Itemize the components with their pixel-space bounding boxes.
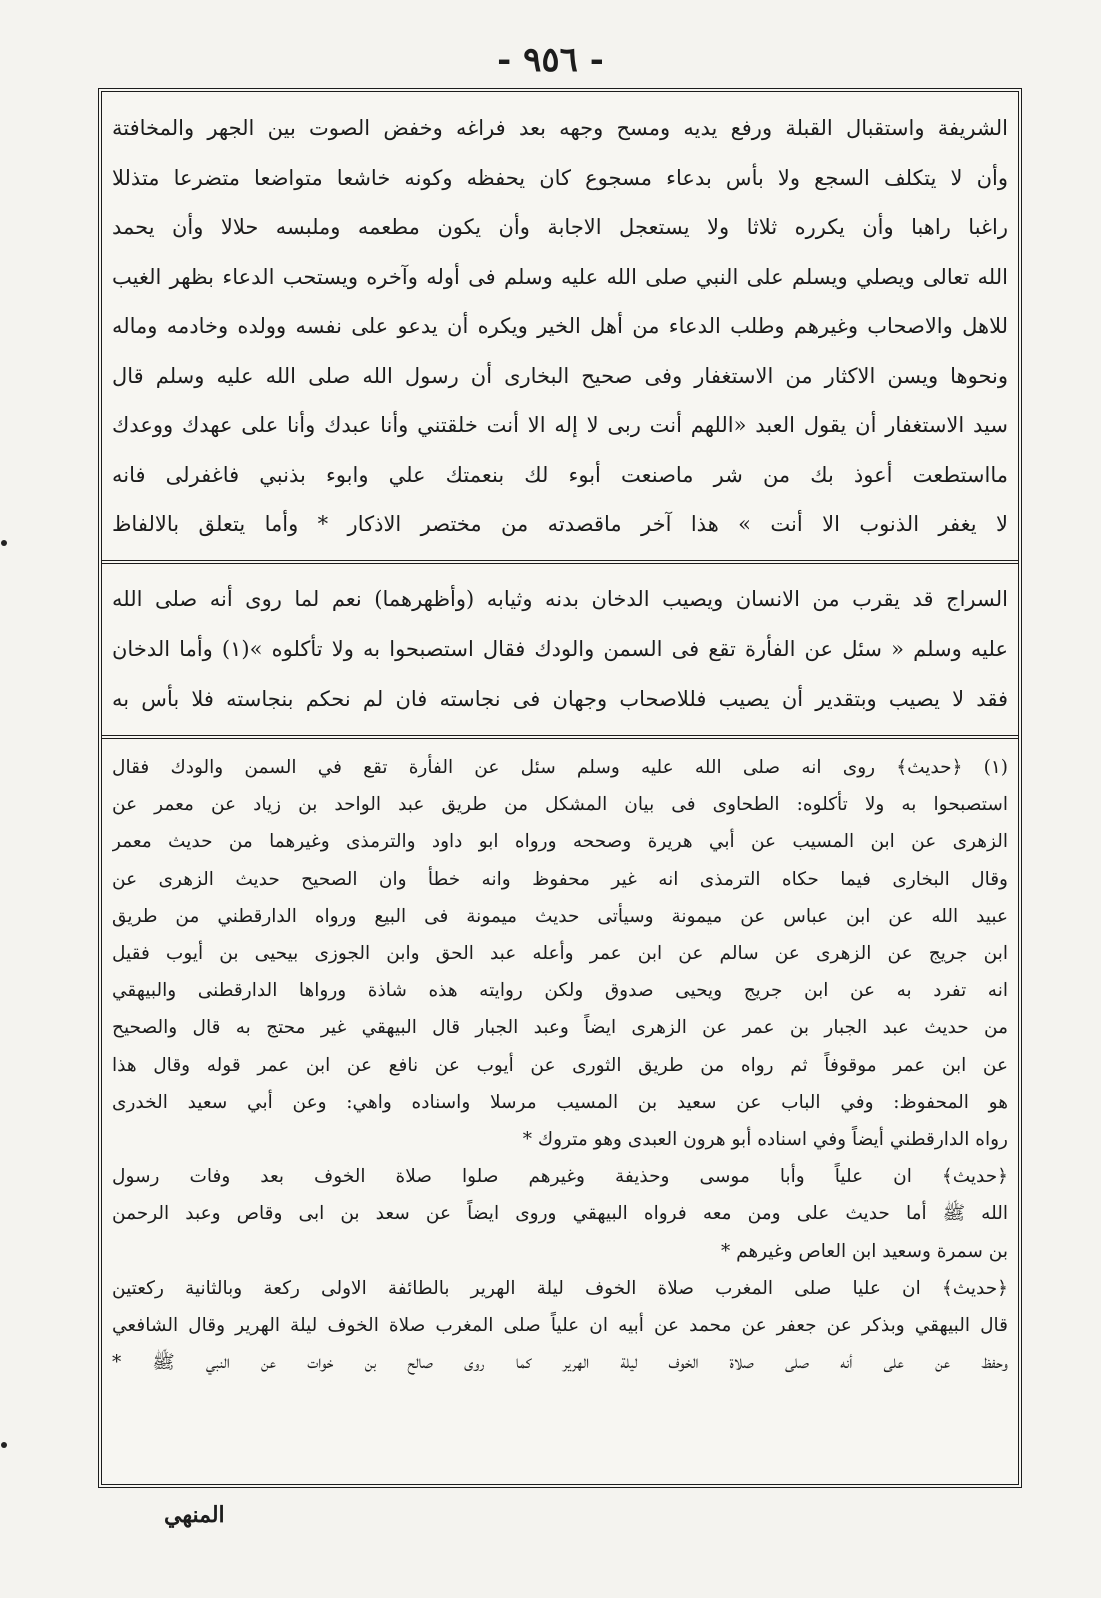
commentary-section (112, 104, 1008, 552)
commentary-line: ونحوها ويسن الاكثار من الاستغفار وفى صحيح البخارى أن رسول الله صلى الله عليه وسلم قال (112, 363, 1008, 388)
section-divider (102, 735, 1018, 739)
footnote-line: ابن جريج عن الزهرى عن سالم عن ابن عمر وأعله عبد الحق وابن الجوزى بيحيى بن أيوب فقيل (112, 943, 1008, 965)
commentary-line: للاهل والاصحاب وغيرهم وطلب الدعاء من أهل الخير ويكره أن يدعو على نفسه وولده وخادمه وماله (112, 314, 1008, 338)
commentary-line: وأن لا يتكلف السجع ولا بأس بدعاء مسجوع كان يحفظه وكونه خاشعا متواضعا متضرعا متذللا (112, 165, 1008, 190)
commentary-line: سيد الاستغفار أن يقول العبد «اللهم أنت ربى لا إله الا أنت خلقتني وأنا عبدك وأنا على عهدك ووعدك (112, 413, 1008, 437)
footnote-line: انه تفرد به عن ابن جريج ويحيى صدوق ولكن روايته هذه شاذة ورواها الدارقطنى والبيهقي (112, 980, 1008, 1002)
footnote-line: وحفظ عن على أنه صلى صلاة الخوف ليلة الهرير كما روى صالح بن خوات عن النبي ﷺ * (112, 1352, 1008, 1374)
footnote-line: ﴿حديث﴾ ان علياً وأبا موسى وحذيفة وغيرهم صلوا صلاة الخوف بعد وفات رسول (112, 1166, 1008, 1188)
footnote-line: بن سمرة وسعيد ابن العاص وغيرهم * (720, 1240, 1008, 1262)
footnote-line: استصبحوا به ولا تأكلوه: الطحاوى فى بيان المشكل من طريق عبد الواحد بن زياد عن معمر عن (112, 794, 1008, 816)
catchword: المنهي (164, 1502, 225, 1528)
main-text-section (112, 574, 1008, 724)
main-text-line: فقد لا يصيب وبتقدير أن يصيب فللاصحاب وجهان فى نجاسته فان لم نحكم بنجاسته فلا بأس به (112, 687, 1008, 711)
footnotes-section (112, 749, 1008, 1484)
footnote-line: عبيد الله عن ابن عباس عن ميمونة وسيأتى حديث ميمونة فى البيع ورواه الدارقطني من طريق (112, 905, 1008, 927)
footnote-line: الزهرى عن ابن المسيب عن أبي هريرة وصححه ورواه ابو داود والترمذى وغيرهما من حديث معمر (112, 831, 1008, 853)
commentary-line: لا يغفر الذنوب الا أنت » هذا آخر ماقصدته من مختصر الاذكار * وأما يتعلق بالالفاظ (112, 512, 1008, 536)
main-text-line: عليه وسلم « سئل عن الفأرة تقع فى السمن والودك فقال استصبحوا به ولا تأكلوه »(١) وأما الدخان (112, 637, 1008, 661)
footnote-line: رواه الدارقطني أيضاً وفي اسناده أبو هرون العبدى وهو متروك * (522, 1129, 1008, 1151)
footnote-line: الله ﷺ أما حديث على ومن معه فرواه البيهقي وروى ايضاً عن سعد بن ابى وقاص وعبد الرحمن (112, 1203, 1008, 1225)
scan-mark (1, 540, 7, 546)
footnote-line: وقال البخارى فيما حكاه الترمذى انه غير محفوظ وانه خطأ وان الصحيح حديث الزهرى عن (112, 868, 1008, 890)
scan-mark (1, 1442, 7, 1448)
footnote-line: قال البيهقي وبذكر عن جعفر عن محمد عن أبيه ان علياً صلى المغرب صلاة الخوف ليلة الهرير وقال الشافعي (112, 1315, 1008, 1337)
footnote-line: (١) ﴿حديث﴾ روى انه صلى الله عليه وسلم سئل عن الفأرة تقع في السمن والودك فقال (112, 757, 1008, 778)
commentary-line: الله تعالى ويصلي ويسلم على النبي صلى الله عليه وسلم فى أوله وآخره ويستحب الدعاء بظهر الغيب (112, 264, 1008, 289)
commentary-line: راغبا راهبا وأن يكرره ثلاثا ولا يستعجل الاجابة وأن يكون مطعمه وملبسه حلالا وأن يحمد (112, 215, 1008, 239)
footnote-line: هو المحفوظ: وفي الباب عن سعيد بن المسيب مرسلا واسناده واهي: وعن أبي سعيد الخدرى (112, 1091, 1008, 1113)
commentary-line: الشريفة واستقبال القبلة ورفع يديه ومسح وجهه بعد فراغه وخفض الصوت بين الجهر والمخافتة (112, 116, 1008, 140)
footnote-line: من حديث عبد الجبار بن عمر عن الزهرى ايضاً وعبد الجبار قال البيهقي غير محتج به قال والصحيح (112, 1017, 1008, 1039)
footnote-line: عن ابن عمر موقوفاً ثم رواه من طريق الثورى عن أيوب عن نافع عن ابن عمر قوله وقال هذا (112, 1054, 1008, 1076)
main-text-line: السراج قد يقرب من الانسان ويصيب الدخان بدنه وثيابه (وأظهرهما) نعم لما روى أنه صلى الله (112, 587, 1008, 611)
page-frame (98, 88, 1022, 1488)
commentary-line: مااستطعت أعوذ بك من شر ماصنعت أبوء لك بنعمتك علي وابوء بذنبي فاغفرلى فانه (112, 462, 1008, 487)
footnote-line: ﴿حديث﴾ ان عليا صلى المغرب صلاة الخوف ليلة الهرير بالطائفة الاولى ركعة وبالثانية ركعتين (112, 1277, 1008, 1299)
section-divider (102, 560, 1018, 564)
page-number: - ٩٥٦ - (497, 40, 604, 80)
